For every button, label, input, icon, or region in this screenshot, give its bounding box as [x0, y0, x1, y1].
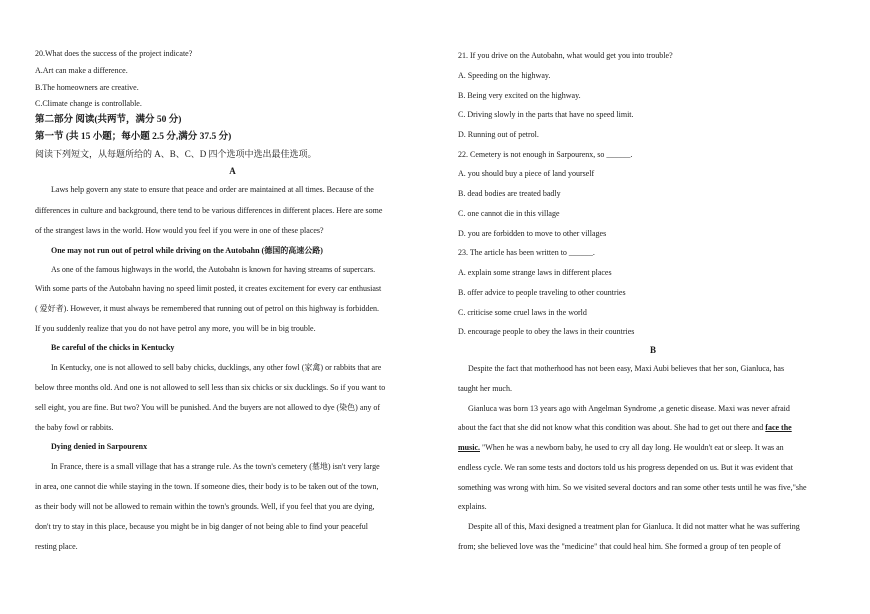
para1-line-2: With some parts of the Autobahn having no speed limit posted, it creates excitement for every car enthusiast: [35, 284, 382, 293]
face-the-music-phrase-1: face the: [765, 423, 792, 432]
passage-b-label: B: [649, 345, 656, 355]
section1-title: 第一节 (共 15 小题；每小题 2.5 分,满分 37.5 分): [35, 132, 232, 142]
para1-line-1: As one of the famous highways in the world, the Autobahn is known for having streams of supercars.: [51, 265, 376, 274]
q22-question: 22. Cemetery is not enough in Sarpourenx, so ______.: [458, 150, 633, 159]
q20-option-b: B.The homeowners are creative.: [35, 83, 139, 92]
para3-line-1: In France, there is a small village that has a strange rule. As the town's cemetery (墓地) isn't very large: [51, 462, 380, 471]
q23-question: 23. The article has been written to ______.: [458, 248, 595, 257]
intro-line-2: differences in culture and background, there tend to be various differences in different places. Here are some: [35, 206, 383, 215]
heading-sarpourenx: Dying denied in Sarpourenx: [51, 442, 148, 451]
instruction: 阅读下列短文，从每题所给的 A、B、C、D 四个选项中选出最佳选项。: [35, 149, 317, 159]
q23-option-c: C. criticise some cruel laws in the world: [458, 308, 587, 317]
q20-option-c: C.Climate change is controllable.: [35, 99, 142, 108]
q21-option-c: C. Driving slowly in the parts that have no speed limit.: [458, 110, 634, 119]
para3-line-5: resting place.: [35, 542, 78, 551]
b-para2-line-3-text: "When he was a newborn baby, he used to cry all day long. He wouldn't eat or sleep. It was an: [480, 443, 784, 452]
para3-line-4: don't try to stay in this place, because you might be in big danger of not being able to find your peaceful: [35, 522, 368, 531]
q22-option-c: C. one cannot die in this village: [458, 209, 560, 218]
b-para2-line-1: Gianluca was born 13 years ago with Angelman Syndrome ,a genetic disease. Maxi was never afraid: [468, 404, 790, 413]
face-the-music-phrase-2: music.: [458, 443, 480, 452]
q23-option-b: B. offer advice to people traveling to other countries: [458, 288, 626, 297]
q21-option-d: D. Running out of petrol.: [458, 130, 539, 139]
b-para3-line-2: from; she believed love was the "medicine" that could heal him. She formed a group of ten people of: [458, 542, 781, 551]
para1-line-4: If you suddenly realize that you do not have petrol any more, you will be in big trouble.: [35, 324, 316, 333]
q20-question: 20.What does the success of the project indicate?: [35, 49, 193, 58]
q23-option-a: A. explain some strange laws in different places: [458, 268, 612, 277]
b-para1-line-2: taught her much.: [458, 384, 512, 393]
part2-title: 第二部分 阅读(共两节，满分 50 分): [35, 115, 182, 125]
para3-line-3: as their body will not be allowed to remain within the town's grounds. Well, if you feel that you are dying,: [35, 502, 375, 511]
q21-question: 21. If you drive on the Autobahn, what would get you into trouble?: [458, 51, 673, 60]
q22-option-d: D. you are forbidden to move to other villages: [458, 229, 607, 238]
intro-line-1: Laws help govern any state to ensure that peace and order are maintained at all times. Because of the: [51, 185, 374, 194]
q23-option-d: D. encourage people to obey the laws in their countries: [458, 327, 635, 336]
b-para2-line-6: explains.: [458, 502, 487, 511]
q22-option-b: B. dead bodies are treated badly: [458, 189, 561, 198]
intro-line-3: of the strangest laws in the world. How would you feel if you were in one of these places?: [35, 226, 324, 235]
passage-a-label: A: [229, 166, 236, 176]
b-para2-line-3: [458, 443, 784, 453]
b-para2-line-2-text: about the fact that she did not know what this condition was about. She had to get out there and: [458, 423, 766, 432]
b-para2-line-4: endless cycle. We ran some tests and doctors told us his progress depended on us. But it was evident that: [458, 463, 793, 472]
para2-line-3: sell eight, you are fine. But two? You will be punished. And the buyers are not allowed to dye (染色) any of: [35, 403, 381, 412]
heading-autobahn: One may not run out of petrol while driving on the Autobahn (德国的高速公路): [51, 246, 323, 255]
para2-line-1: In Kentucky, one is not allowed to sell baby chicks, ducklings, any other fowl (家禽) or rabbits that are: [51, 363, 382, 372]
b-para3-line-1: Despite all of this, Maxi designed a treatment plan for Gianluca. It did not matter what he was suffering: [468, 522, 800, 531]
para3-line-2: in area, one cannot die while staying in the town. If someone dies, their body is to be taken out of the town,: [35, 482, 379, 491]
para2-line-4: the baby fowl or rabbits.: [35, 423, 114, 432]
heading-kentucky: Be careful of the chicks in Kentucky: [51, 343, 175, 352]
q21-option-a: A. Speeding on the highway.: [458, 71, 551, 80]
b-para2-line-5: something was wrong with him. So we visited several doctors and ran some other tests until he was five,"she: [458, 483, 807, 492]
q20-option-a: A.Art can make a difference.: [35, 66, 128, 75]
q22-option-a: A. you should buy a piece of land yourself: [458, 169, 595, 178]
b-para1-line-1: Despite the fact that motherhood has not been easy, Maxi Aubi believes that her son, Gianluca, has: [468, 364, 785, 373]
q21-option-b: B. Being very excited on the highway.: [458, 91, 581, 100]
b-para2-line-2: [458, 423, 792, 433]
para1-line-3: ( 爱好者). However, it must always be remembered that running out of petrol on this highway is forbidden.: [35, 304, 380, 313]
para2-line-2: below three months old. And one is not allowed to sell less than six chicks or six ducklings. So if you want to: [35, 383, 386, 392]
